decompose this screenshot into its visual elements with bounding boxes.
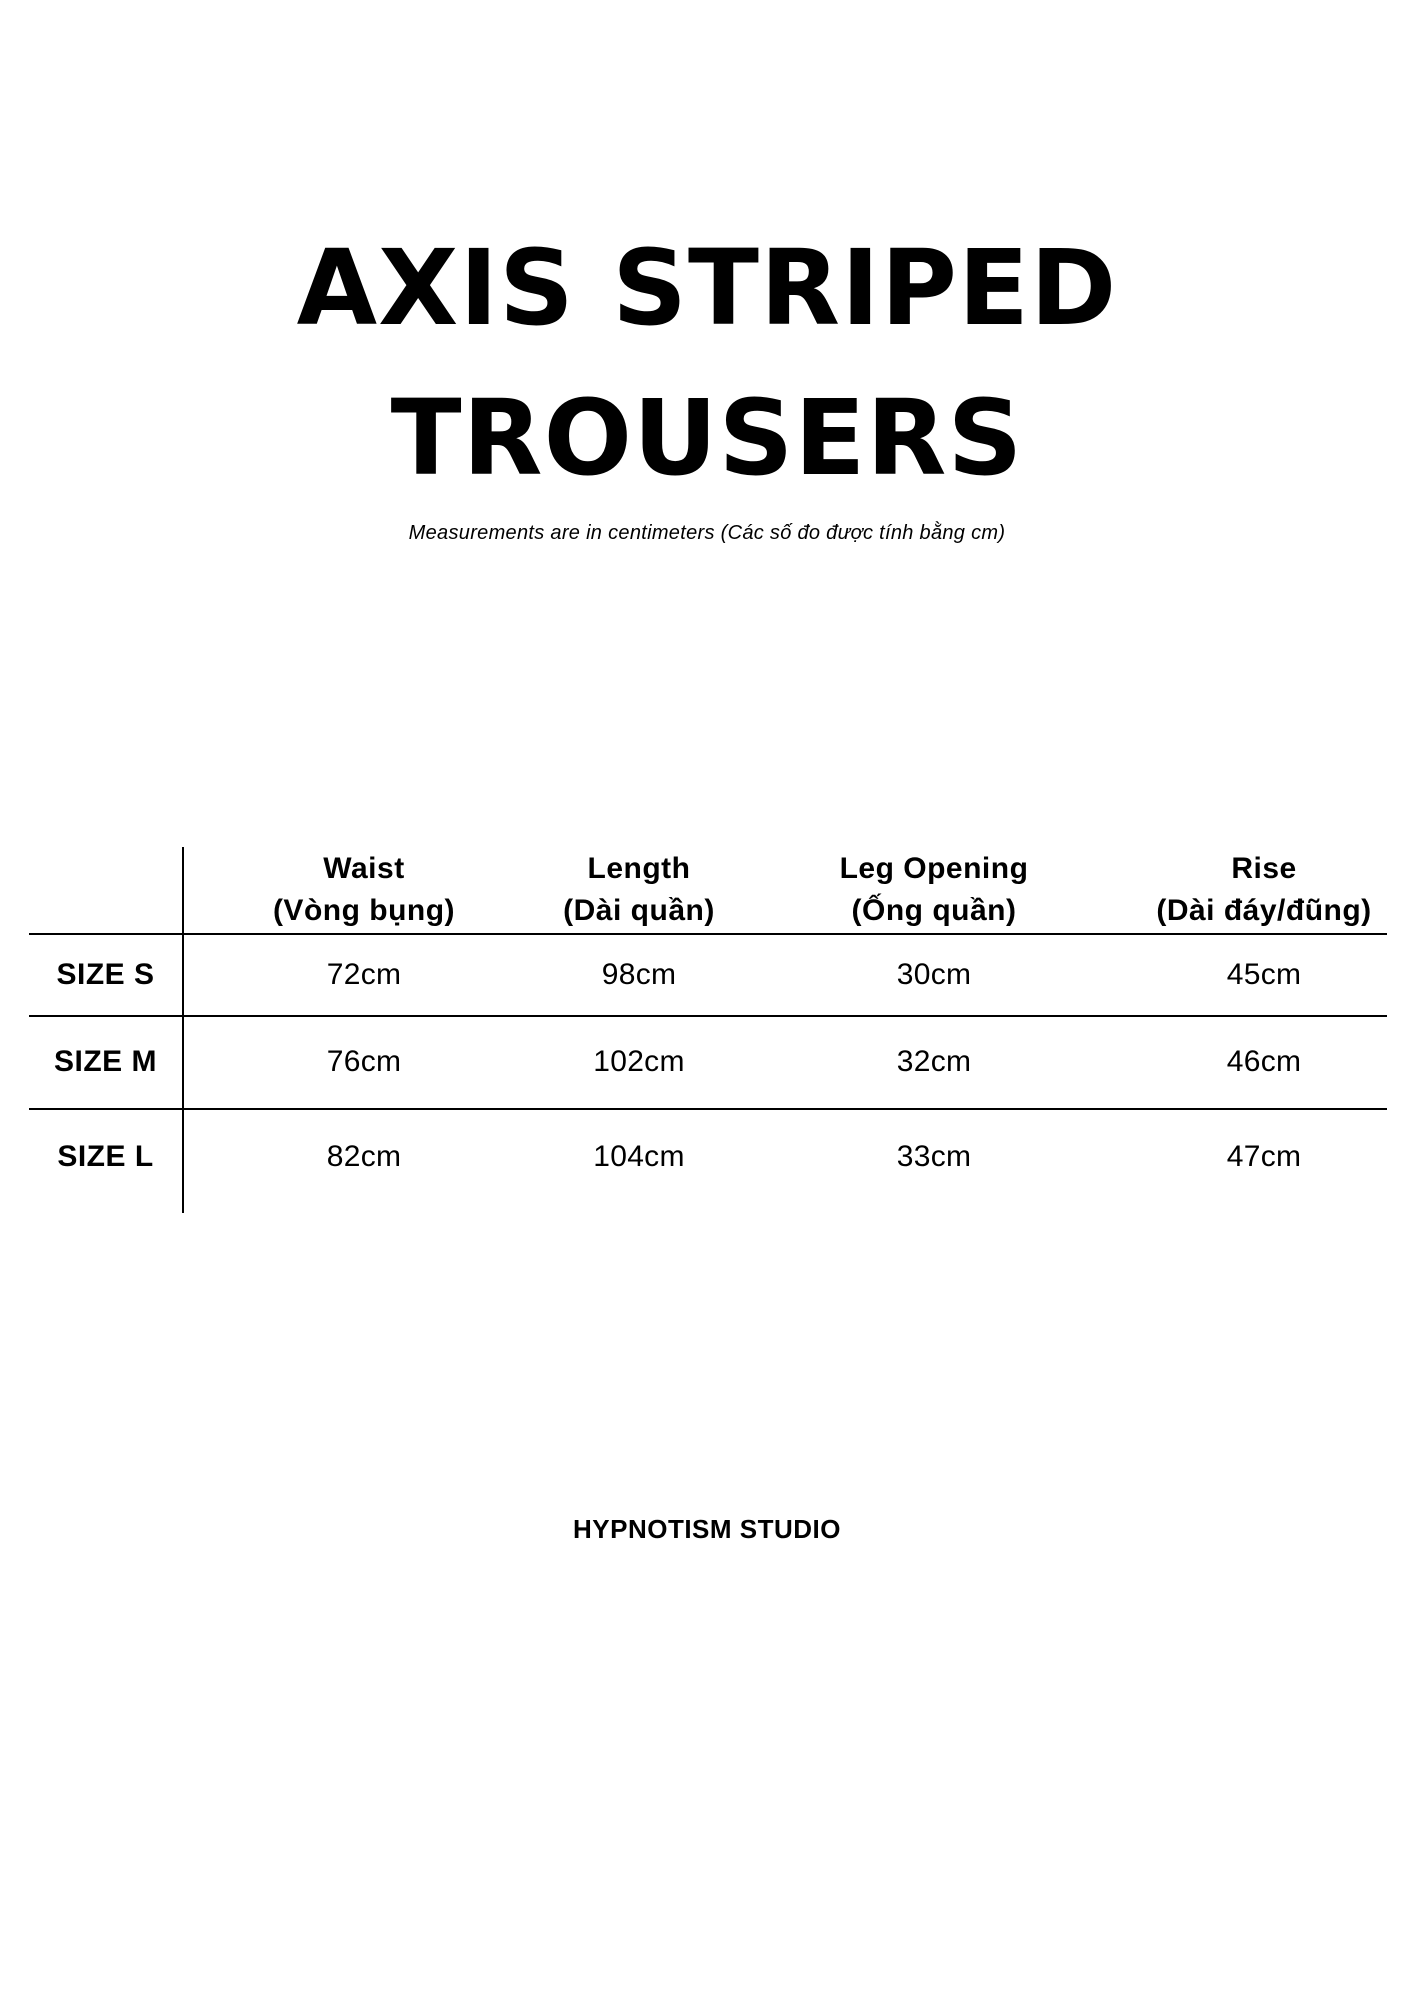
column-header-leg-opening — [769, 847, 1099, 933]
row-size-label: SIZE M — [53, 1045, 157, 1078]
table-row — [29, 1110, 1387, 1203]
title-line-2: TROUSERS — [390, 377, 1024, 499]
column-header-sublabel: (Ống quần) — [851, 894, 1017, 927]
table-row — [29, 1017, 1387, 1107]
cell-length: 102cm — [593, 1045, 685, 1078]
cell-length: 104cm — [593, 1139, 685, 1173]
column-header-sublabel: (Dài quần) — [563, 894, 715, 927]
cell-length: 98cm — [601, 958, 677, 991]
size-chart-table — [29, 847, 1387, 1213]
cell-leg-opening: 32cm — [896, 1045, 972, 1078]
row-size-label: SIZE L — [57, 1139, 154, 1173]
cell-rise: 46cm — [1226, 1045, 1302, 1078]
column-header-label: Rise — [1231, 852, 1297, 885]
column-header-length — [489, 847, 789, 933]
title-line-1: AXIS STRIPED — [296, 227, 1118, 349]
cell-rise: 47cm — [1226, 1139, 1302, 1173]
column-header-sublabel: (Dài đáy/đũng) — [1156, 894, 1372, 927]
column-header-label: Length — [587, 852, 691, 885]
brand-footer: HYPNOTISM STUDIO — [572, 1514, 841, 1544]
column-header-label: Leg Opening — [839, 852, 1029, 885]
column-header-waist — [209, 847, 519, 933]
cell-leg-opening: 30cm — [896, 958, 972, 991]
cell-waist: 82cm — [326, 1139, 402, 1173]
page-title — [0, 213, 1414, 513]
cell-leg-opening: 33cm — [896, 1139, 972, 1173]
cell-rise: 45cm — [1226, 958, 1302, 991]
column-header-label: Waist — [323, 852, 405, 885]
row-size-label: SIZE S — [56, 958, 155, 991]
table-row — [29, 935, 1387, 1015]
column-header-sublabel: (Vòng bụng) — [272, 894, 456, 927]
cell-waist: 76cm — [326, 1045, 402, 1078]
measurement-note: Measurements are in centimeters (Các số đo được tính bằng cm) — [408, 522, 1006, 544]
cell-waist: 72cm — [326, 958, 402, 991]
column-header-rise — [1099, 847, 1414, 933]
